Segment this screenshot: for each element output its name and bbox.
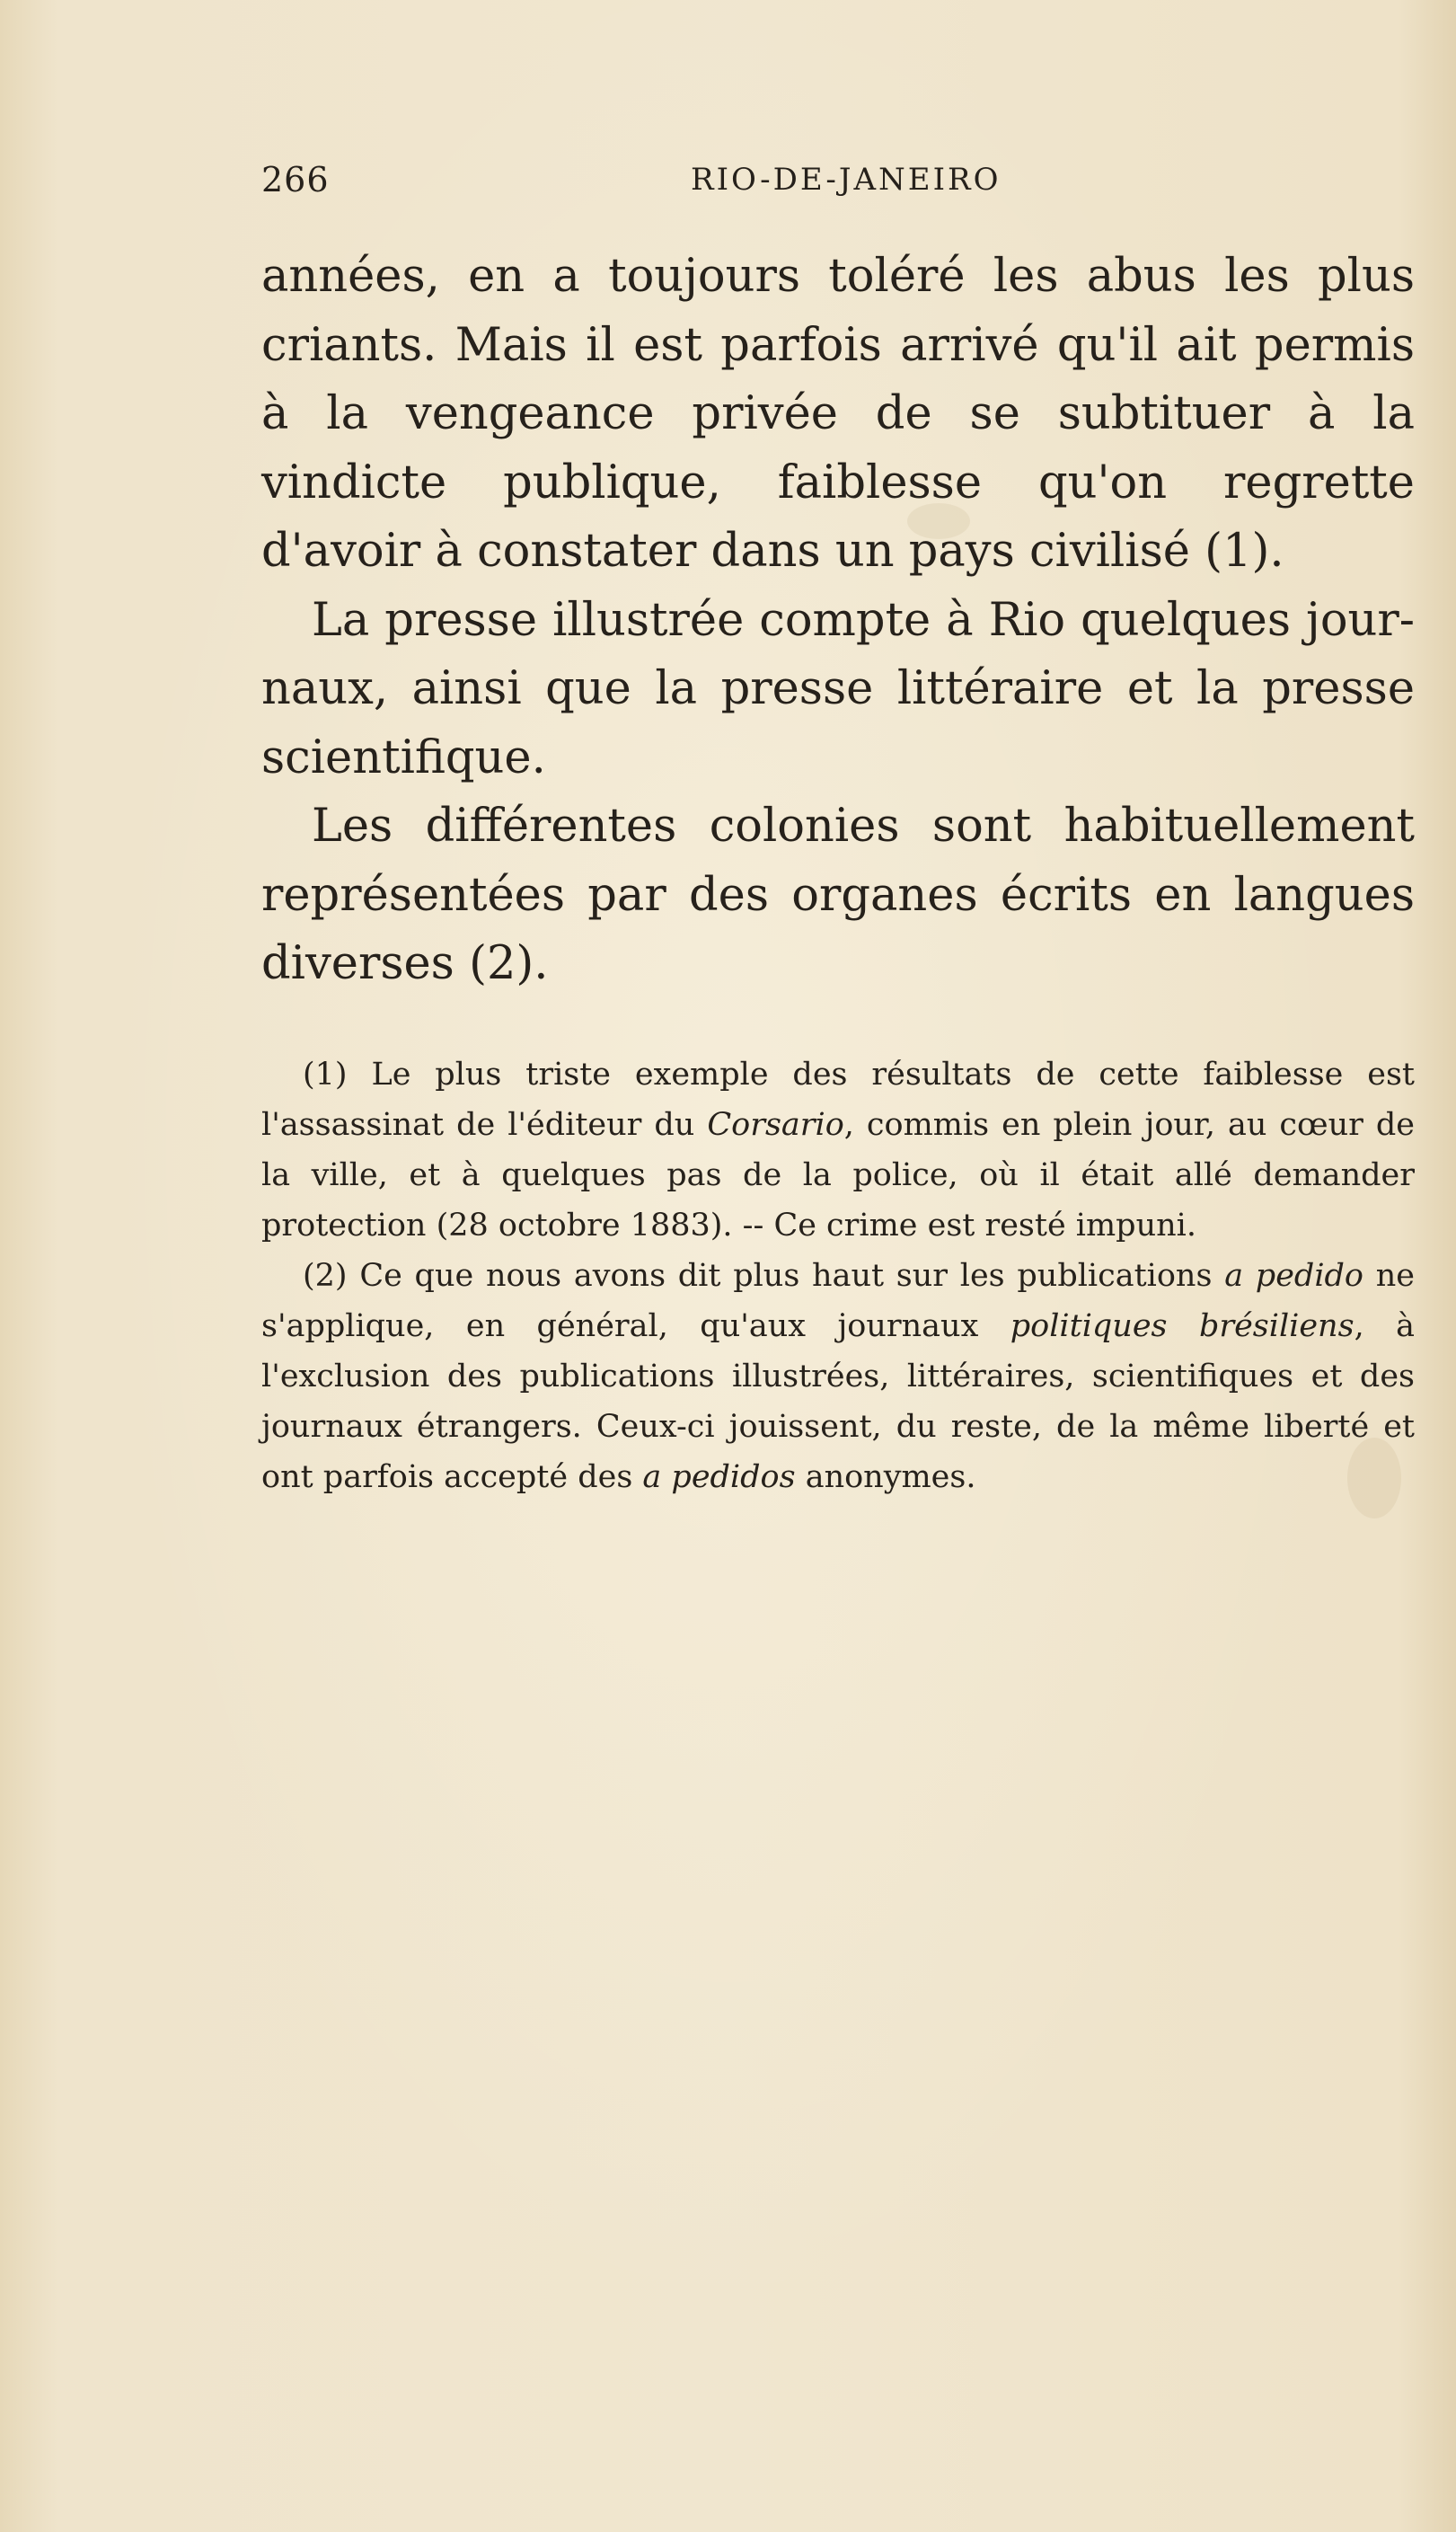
footnote-italic: a pedido: [1224, 1258, 1363, 1294]
footnote-text: , à l'exclusion des publications illustrées, littéraires, scientifiques et des journaux étrangers. Ceux-ci jouissent, du reste, de la même liberté et ont parfois accepté des: [261, 1308, 1415, 1495]
paragraph: Les différentes colonies sont habituellement représentées par des organes écrits en langues diverses (2).: [261, 800, 1415, 990]
footnote-italic: politiques brésiliens: [1010, 1308, 1355, 1344]
footnote-italic: Corsario: [707, 1107, 844, 1143]
running-title: RIO-DE-JANEIRO: [691, 162, 1002, 198]
footnote-italic: a pedidos: [642, 1459, 796, 1495]
footnote-text: ne s'applique, en général, qu'aux journaux: [261, 1258, 1415, 1344]
page-number: 266: [261, 160, 330, 199]
footnote-text: (1) Le plus triste exemple des résultats de cette faiblesse est l'assassinat de l'éditeur du: [261, 1057, 1415, 1143]
footnote-text: anonymes.: [795, 1459, 976, 1495]
paragraph: années, en a toujours toléré les abus les plus criants. Mais il est parfois arrivé qu'il ait permis à la vengeance privée de se subtituer à la vindicte publique, faiblesse qu'on regrette d'avoir à constater dans un pays civilisé (1).: [261, 250, 1415, 578]
footnote-1: [261, 1049, 1415, 1251]
footnotes: [261, 1049, 1415, 1502]
paragraph: La presse illustrée compte à Rio quelques journaux, ainsi que la presse littéraire et la presse scientifique.: [261, 593, 1415, 784]
footnote-text: , commis en plein jour, au cœur de la ville, et à quelques pas de la police, où il était allé demander protection (28 octobre 1883). -- Ce crime est resté impuni.: [261, 1107, 1415, 1244]
footnote-2: [261, 1251, 1415, 1502]
main-text: [261, 243, 1415, 999]
footnote-text: (2) Ce que nous avons dit plus haut sur les publications: [303, 1258, 1225, 1294]
page-header: [261, 160, 1415, 214]
